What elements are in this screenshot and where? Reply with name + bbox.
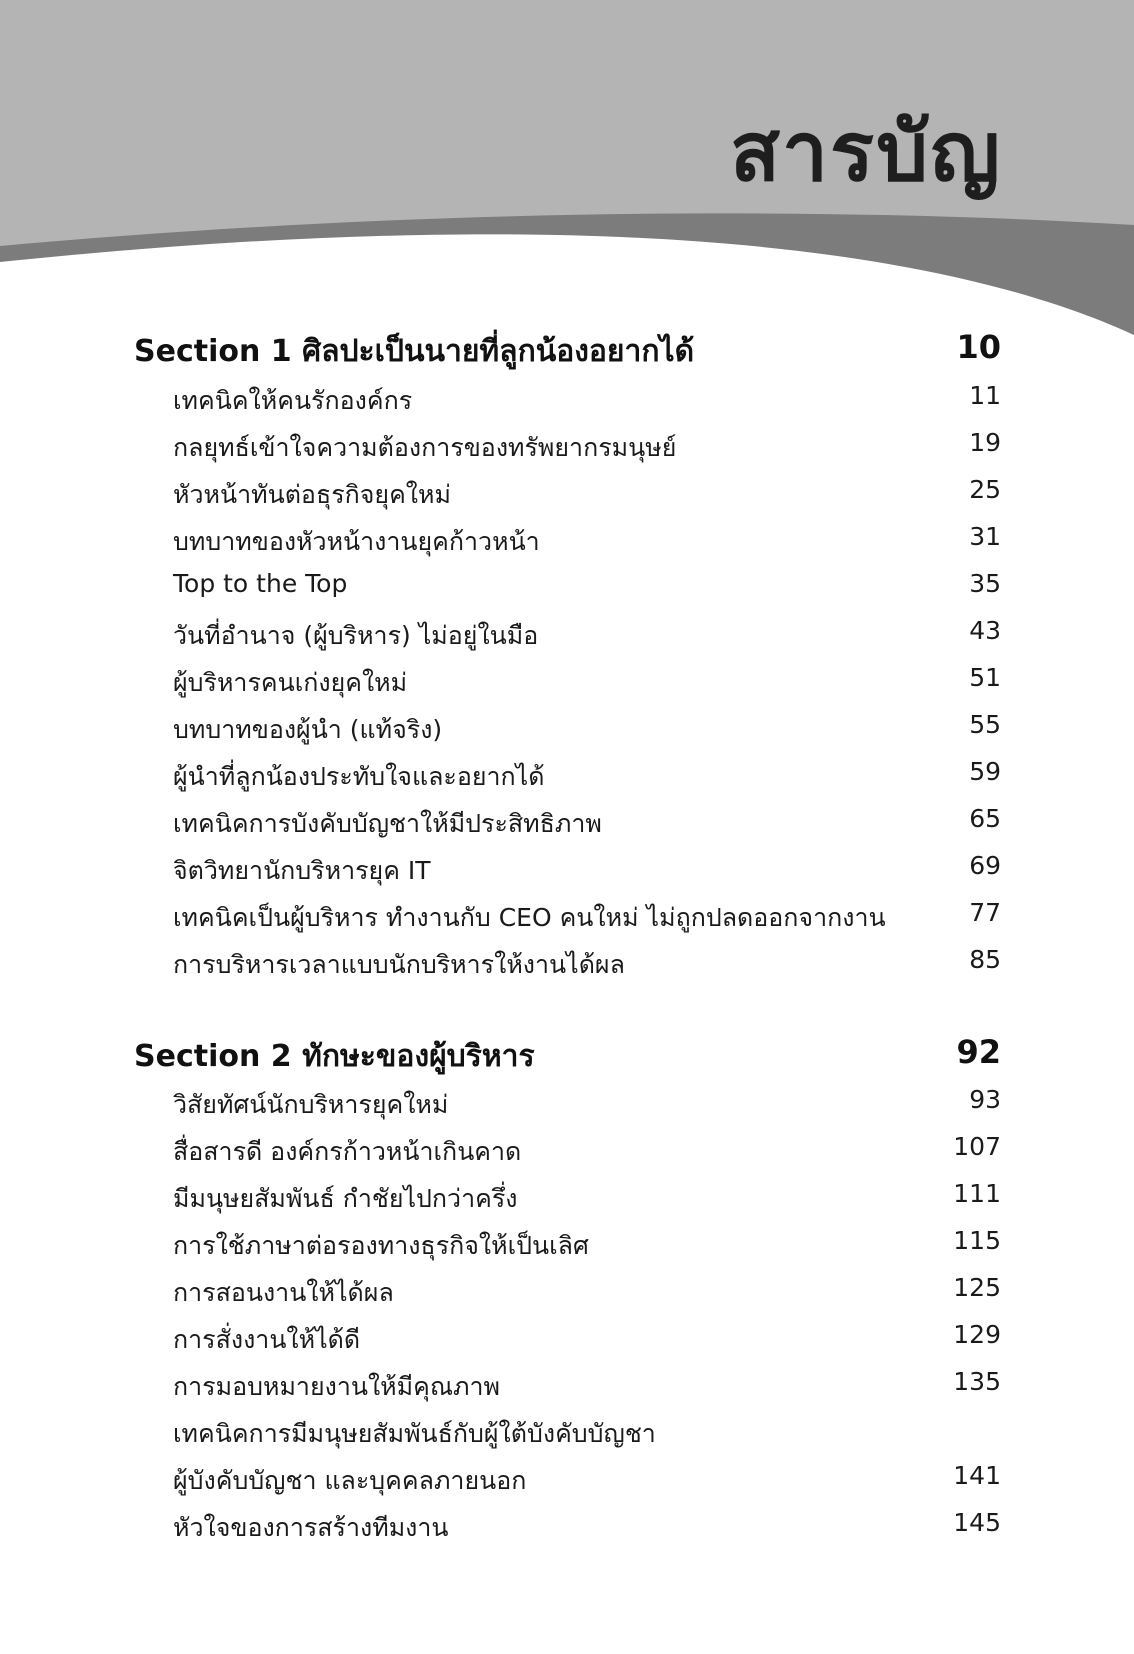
entry-title: วิสัยทัศน์นักบริหารยุคใหม่ bbox=[173, 1090, 449, 1119]
entry-title: หัวหน้าทันต่อธุรกิจยุคใหม่ bbox=[173, 480, 451, 509]
entry-page: 129 bbox=[953, 1320, 1001, 1349]
entry-title: การมอบหมายงานให้มีคุณภาพ bbox=[173, 1372, 501, 1401]
entry-page: 35 bbox=[969, 569, 1001, 598]
entry-title: จิตวิทยานักบริหารยุค IT bbox=[173, 856, 431, 885]
entry-title: ผู้นำที่ลูกน้องประทับใจและอยากได้ bbox=[173, 762, 545, 791]
entry-title: เทคนิคการมีมนุษยสัมพันธ์กับผู้ใต้บังคับบัญชา bbox=[173, 1419, 656, 1448]
entry-title: Top to the Top bbox=[173, 569, 348, 598]
entry-page: 93 bbox=[969, 1085, 1001, 1114]
entry-page: 115 bbox=[953, 1226, 1001, 1255]
entry-page: 55 bbox=[969, 710, 1001, 739]
entry-page: 43 bbox=[969, 616, 1001, 645]
entry-page: 51 bbox=[969, 663, 1001, 692]
entry-title: เทคนิคเป็นผู้บริหาร ทำงานกับ CEO คนใหม่ ไม่ถูกปลดออกจากงาน bbox=[173, 903, 886, 932]
entry-title: กลยุทธ์เข้าใจความต้องการของทรัพยากรมนุษย์ bbox=[173, 433, 677, 462]
entry-title: เทคนิคให้คนรักองค์กร bbox=[173, 386, 413, 415]
entry-title: มีมนุษยสัมพันธ์ กำชัยไปกว่าครึ่ง bbox=[173, 1184, 518, 1213]
entry-page: 25 bbox=[969, 475, 1001, 504]
section-1-title: Section 1 ศิลปะเป็นนายที่ลูกน้องอยากได้ bbox=[134, 334, 695, 369]
entry-page: 141 bbox=[953, 1461, 1001, 1490]
entry-title: หัวใจของการสร้างทีมงาน bbox=[173, 1513, 449, 1542]
entry-page: 65 bbox=[969, 804, 1001, 833]
entry-page: 135 bbox=[953, 1367, 1001, 1396]
entry-page: 19 bbox=[969, 428, 1001, 457]
entry-page: 111 bbox=[953, 1179, 1001, 1208]
entry-title: บทบาทของหัวหน้างานยุคก้าวหน้า bbox=[173, 527, 540, 556]
section-1-page: 10 bbox=[956, 328, 1001, 366]
entry-title: ผู้บริหารคนเก่งยุคใหม่ bbox=[173, 668, 408, 697]
entry-page: 125 bbox=[953, 1273, 1001, 1302]
entry-page: 59 bbox=[969, 757, 1001, 786]
entry-title: การบริหารเวลาแบบนักบริหารให้งานได้ผล bbox=[173, 950, 625, 979]
page-title: สารบัญ bbox=[729, 105, 1002, 200]
entry-page: 31 bbox=[969, 522, 1001, 551]
entry-title: การใช้ภาษาต่อรองทางธุรกิจให้เป็นเลิศ bbox=[173, 1231, 589, 1260]
section-2-title: Section 2 ทักษะของผู้บริหาร bbox=[134, 1039, 535, 1074]
entry-title: วันที่อำนาจ (ผู้บริหาร) ไม่อยู่ในมือ bbox=[173, 621, 539, 650]
entry-page: 69 bbox=[969, 851, 1001, 880]
entry-page: 77 bbox=[969, 898, 1001, 927]
entry-title: สื่อสารดี องค์กรก้าวหน้าเกินคาด bbox=[173, 1137, 522, 1166]
entry-page: 145 bbox=[953, 1508, 1001, 1537]
entry-page: 85 bbox=[969, 945, 1001, 974]
entry-page: 107 bbox=[953, 1132, 1001, 1161]
entry-title: เทคนิคการบังคับบัญชาให้มีประสิทธิภาพ bbox=[173, 809, 602, 838]
entry-title: ผู้บังคับบัญชา และบุคคลภายนอก bbox=[173, 1466, 527, 1495]
entry-title: การสั่งงานให้ได้ดี bbox=[173, 1325, 361, 1354]
section-2-page: 92 bbox=[956, 1033, 1001, 1071]
entry-title: บทบาทของผู้นำ (แท้จริง) bbox=[173, 715, 443, 744]
entry-page: 11 bbox=[969, 381, 1001, 410]
entry-title: การสอนงานให้ได้ผล bbox=[173, 1278, 394, 1307]
